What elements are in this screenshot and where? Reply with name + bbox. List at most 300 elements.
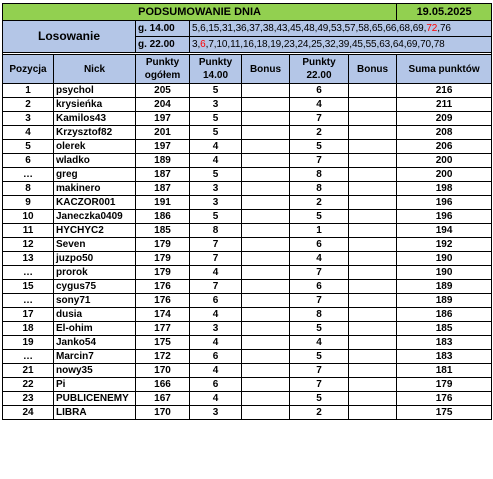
draw-number-separator: , xyxy=(417,39,421,50)
bonus-14-cell xyxy=(242,252,290,266)
points-14-cell: 7 xyxy=(190,280,242,294)
draw-number-separator: , xyxy=(240,39,243,50)
draw-number-separator: , xyxy=(328,23,331,34)
bonus-22-cell xyxy=(349,392,397,406)
bonus-14-cell xyxy=(242,336,290,350)
total-points-cell: 185 xyxy=(136,224,190,238)
table-row xyxy=(3,308,492,322)
draw-number-separator: , xyxy=(376,39,380,50)
nick-cell: juzpo50 xyxy=(54,252,136,266)
total-points-cell: 204 xyxy=(136,98,190,112)
sum-cell: 211 xyxy=(397,98,492,112)
points-22-cell: 2 xyxy=(290,126,349,140)
draw-number-separator: , xyxy=(322,39,325,50)
points-22-cell: 7 xyxy=(290,364,349,378)
points-22-cell: 4 xyxy=(290,252,349,266)
draw-number: 68 xyxy=(399,23,410,34)
position-cell: 24 xyxy=(3,406,54,420)
table-row xyxy=(3,378,492,392)
points-14-cell: 8 xyxy=(190,224,242,238)
total-points-cell: 186 xyxy=(136,210,190,224)
sum-cell: 175 xyxy=(397,406,492,420)
draw-number-separator: , xyxy=(369,23,372,34)
points-22-cell: 4 xyxy=(290,336,349,350)
table-row xyxy=(3,336,492,350)
points-22-cell: 5 xyxy=(290,140,349,154)
bonus-22-cell xyxy=(349,266,397,280)
bonus-22-cell xyxy=(349,308,397,322)
draw-number: 64 xyxy=(392,39,404,50)
position-cell: 17 xyxy=(3,308,54,322)
draw-number: 18 xyxy=(256,39,268,50)
bonus-22-cell xyxy=(349,154,397,168)
total-points-cell: 166 xyxy=(136,378,190,392)
points-14-cell: 4 xyxy=(190,336,242,350)
draw-number-separator: , xyxy=(213,39,217,50)
draw-numbers xyxy=(190,21,492,37)
draw-number-separator: , xyxy=(335,39,339,50)
draw-number-separator: , xyxy=(423,23,427,34)
draw-number: 45 xyxy=(290,23,301,34)
points-22-cell: 4 xyxy=(290,98,349,112)
sum-cell: 185 xyxy=(397,322,492,336)
total-points-cell: 170 xyxy=(136,364,190,378)
bonus-22-cell xyxy=(349,224,397,238)
draw-number: 63 xyxy=(379,39,391,50)
nick-cell: Krzysztof82 xyxy=(54,126,136,140)
draw-number: 16 xyxy=(242,39,254,50)
col-header-points-22: Punkty 22.00 xyxy=(290,55,349,84)
draw-number: 15 xyxy=(208,23,220,34)
points-14-cell: 5 xyxy=(190,126,242,140)
sum-cell: 190 xyxy=(397,252,492,266)
points-22-cell: 7 xyxy=(290,112,349,126)
table-row xyxy=(3,392,492,406)
sum-cell: 179 xyxy=(397,378,492,392)
table-row xyxy=(3,322,492,336)
draw-number: 10 xyxy=(216,39,228,50)
total-points-cell: 179 xyxy=(136,238,190,252)
bonus-22-cell xyxy=(349,210,397,224)
bonus-14-cell xyxy=(242,168,290,182)
nick-cell: psychol xyxy=(54,84,136,98)
bonus-22-cell xyxy=(349,98,397,112)
position-cell: 13 xyxy=(3,252,54,266)
draw-number-separator: , xyxy=(253,39,257,50)
sum-cell: 176 xyxy=(397,392,492,406)
points-14-cell: 5 xyxy=(190,210,242,224)
position-cell: 4 xyxy=(3,126,54,140)
bonus-22-cell xyxy=(349,84,397,98)
draw-number-separator: , xyxy=(273,23,277,34)
bonus-22-cell xyxy=(349,336,397,350)
bonus-14-cell xyxy=(242,126,290,140)
bonus-14-cell xyxy=(242,210,290,224)
points-14-cell: 5 xyxy=(190,84,242,98)
draw-number-separator: , xyxy=(362,39,366,50)
column-header-row xyxy=(3,55,492,84)
table-row xyxy=(3,364,492,378)
bonus-22-cell xyxy=(349,252,397,266)
points-14-cell: 6 xyxy=(190,378,242,392)
table-row xyxy=(3,112,492,126)
nick-cell: greg xyxy=(54,168,136,182)
points-22-cell: 5 xyxy=(290,392,349,406)
draw-number: 11 xyxy=(230,39,241,50)
draw-number: 49 xyxy=(317,23,329,34)
bonus-22-cell xyxy=(349,182,397,196)
draw-number-separator: , xyxy=(355,23,359,34)
table-row xyxy=(3,182,492,196)
nick-cell: Pi xyxy=(54,378,136,392)
position-cell: 22 xyxy=(3,378,54,392)
total-points-cell: 167 xyxy=(136,392,190,406)
bonus-22-cell xyxy=(349,238,397,252)
position-cell: 5 xyxy=(3,140,54,154)
draw-number: 5 xyxy=(192,23,198,34)
nick-cell: krysieńka xyxy=(54,98,136,112)
col-header-sum: Suma punktów xyxy=(397,55,492,84)
sum-cell: 186 xyxy=(397,308,492,322)
bonus-14-cell xyxy=(242,350,290,364)
sum-cell: 196 xyxy=(397,196,492,210)
draw-number-separator: , xyxy=(308,39,312,50)
points-14-cell: 7 xyxy=(190,252,242,266)
draw-number-separator: , xyxy=(390,39,393,50)
table-row xyxy=(3,350,492,364)
draw-number: 48 xyxy=(303,23,315,34)
points-22-cell: 2 xyxy=(290,196,349,210)
draw-number-separator: , xyxy=(197,23,201,34)
position-cell: 19 xyxy=(3,336,54,350)
draw-number-separator: , xyxy=(205,39,209,50)
bonus-22-cell xyxy=(349,140,397,154)
bonus-22-cell xyxy=(349,322,397,336)
draw-number-separator: , xyxy=(314,23,318,34)
draw-number-separator: , xyxy=(197,39,201,50)
draw-number-separator: , xyxy=(287,23,291,34)
draw-number: 23 xyxy=(283,39,295,50)
position-cell: 21 xyxy=(3,364,54,378)
draw-number-separator: , xyxy=(396,23,400,34)
points-14-cell: 7 xyxy=(190,238,242,252)
points-14-cell: 3 xyxy=(190,322,242,336)
draw-number: 36 xyxy=(235,23,247,34)
total-points-cell: 189 xyxy=(136,154,190,168)
report-date: 19.05.2025 xyxy=(397,4,492,21)
draw-number: 72 xyxy=(426,23,438,34)
points-14-cell: 4 xyxy=(190,392,242,406)
table-row xyxy=(3,294,492,308)
bonus-22-cell xyxy=(349,350,397,364)
sum-cell: 200 xyxy=(397,154,492,168)
col-header-total: Punkty ogółem xyxy=(136,55,190,84)
sum-cell: 194 xyxy=(397,224,492,238)
losowanie-label: Losowanie xyxy=(3,21,136,53)
table-row xyxy=(3,140,492,154)
draw-number: 66 xyxy=(385,23,397,34)
draw-number: 78 xyxy=(433,39,445,50)
points-14-cell: 3 xyxy=(190,196,242,210)
sum-cell: 200 xyxy=(397,168,492,182)
draw-number-separator: , xyxy=(301,23,304,34)
nick-cell: wladko xyxy=(54,154,136,168)
points-14-cell: 6 xyxy=(190,350,242,364)
table-row xyxy=(3,154,492,168)
points-14-cell: 3 xyxy=(190,182,242,196)
draw-number: 69 xyxy=(412,23,424,34)
position-cell: … xyxy=(3,168,54,182)
points-22-cell: 8 xyxy=(290,308,349,322)
draw-number-separator: , xyxy=(349,39,352,50)
points-22-cell: 5 xyxy=(290,210,349,224)
bonus-22-cell xyxy=(349,406,397,420)
bonus-14-cell xyxy=(242,322,290,336)
total-points-cell: 177 xyxy=(136,322,190,336)
draw-number: 19 xyxy=(270,39,282,50)
sum-cell: 181 xyxy=(397,364,492,378)
sum-cell: 183 xyxy=(397,336,492,350)
draw-row-1 xyxy=(3,21,492,37)
bonus-22-cell xyxy=(349,294,397,308)
nick-cell: makinero xyxy=(54,182,136,196)
points-22-cell: 1 xyxy=(290,224,349,238)
draw-number-separator: , xyxy=(437,23,440,34)
draw-number-separator: , xyxy=(341,23,345,34)
bonus-14-cell xyxy=(242,364,290,378)
total-points-cell: 197 xyxy=(136,140,190,154)
draw-number: 7 xyxy=(208,39,214,50)
points-14-cell: 5 xyxy=(190,112,242,126)
position-cell: 9 xyxy=(3,196,54,210)
sum-cell: 192 xyxy=(397,238,492,252)
sum-cell: 189 xyxy=(397,294,492,308)
nick-cell: cygus75 xyxy=(54,280,136,294)
points-14-cell: 3 xyxy=(190,406,242,420)
position-cell: 3 xyxy=(3,112,54,126)
position-cell: 8 xyxy=(3,182,54,196)
draw-number: 24 xyxy=(297,39,309,50)
points-22-cell: 6 xyxy=(290,238,349,252)
points-22-cell: 7 xyxy=(290,378,349,392)
total-points-cell: 197 xyxy=(136,112,190,126)
page-title: PODSUMOWANIE DNIA xyxy=(3,4,397,21)
bonus-14-cell xyxy=(242,140,290,154)
sum-cell: 198 xyxy=(397,182,492,196)
points-14-cell: 3 xyxy=(190,98,242,112)
points-14-cell: 4 xyxy=(190,364,242,378)
draw-number: 3 xyxy=(192,39,198,50)
total-points-cell: 172 xyxy=(136,350,190,364)
table-row xyxy=(3,266,492,280)
draw-number: 70 xyxy=(420,39,432,50)
total-points-cell: 176 xyxy=(136,294,190,308)
bonus-14-cell xyxy=(242,196,290,210)
bonus-14-cell xyxy=(242,378,290,392)
nick-cell: prorok xyxy=(54,266,136,280)
draw-number: 43 xyxy=(276,23,288,34)
nick-cell: HYCHYC2 xyxy=(54,224,136,238)
draw-time-label: g. 14.00 xyxy=(136,21,190,37)
col-header-points-14: Punkty 14.00 xyxy=(190,55,242,84)
draw-number: 38 xyxy=(262,23,274,34)
points-22-cell: 5 xyxy=(290,350,349,364)
draw-number: 58 xyxy=(358,23,370,34)
total-points-cell: 174 xyxy=(136,308,190,322)
draw-number: 57 xyxy=(344,23,356,34)
points-22-cell: 7 xyxy=(290,154,349,168)
bonus-22-cell xyxy=(349,196,397,210)
summary-table xyxy=(2,3,492,420)
nick-cell: Janko54 xyxy=(54,336,136,350)
draw-number: 25 xyxy=(311,39,323,50)
bonus-14-cell xyxy=(242,84,290,98)
position-cell: … xyxy=(3,294,54,308)
table-row xyxy=(3,224,492,238)
position-cell: 11 xyxy=(3,224,54,238)
nick-cell: dusia xyxy=(54,308,136,322)
points-14-cell: 4 xyxy=(190,266,242,280)
nick-cell: KACZOR001 xyxy=(54,196,136,210)
col-header-bonus-14: Bonus xyxy=(242,55,290,84)
bonus-14-cell xyxy=(242,238,290,252)
table-row xyxy=(3,98,492,112)
col-header-pozycja: Pozycja xyxy=(3,55,54,84)
total-points-cell: 187 xyxy=(136,182,190,196)
bonus-22-cell xyxy=(349,112,397,126)
bonus-14-cell xyxy=(242,266,290,280)
total-points-cell: 201 xyxy=(136,126,190,140)
draw-number-separator: , xyxy=(431,39,434,50)
nick-cell: Janeczka0409 xyxy=(54,210,136,224)
draw-number-separator: , xyxy=(219,23,222,34)
position-cell: … xyxy=(3,266,54,280)
bonus-22-cell xyxy=(349,378,397,392)
total-points-cell: 187 xyxy=(136,168,190,182)
points-14-cell: 4 xyxy=(190,154,242,168)
position-cell: 2 xyxy=(3,98,54,112)
draw-number-separator: , xyxy=(232,23,236,34)
position-cell: 23 xyxy=(3,392,54,406)
bonus-14-cell xyxy=(242,280,290,294)
sum-cell: 206 xyxy=(397,140,492,154)
sum-cell: 216 xyxy=(397,84,492,98)
points-22-cell: 8 xyxy=(290,182,349,196)
nick-cell: sony71 xyxy=(54,294,136,308)
sum-cell: 189 xyxy=(397,280,492,294)
points-22-cell: 7 xyxy=(290,294,349,308)
total-points-cell: 179 xyxy=(136,252,190,266)
draw-number: 53 xyxy=(330,23,342,34)
position-cell: 10 xyxy=(3,210,54,224)
nick-cell: Marcin7 xyxy=(54,350,136,364)
points-14-cell: 6 xyxy=(190,294,242,308)
bonus-14-cell xyxy=(242,98,290,112)
sum-cell: 208 xyxy=(397,126,492,140)
draw-number-separator: , xyxy=(267,39,271,50)
position-cell: 18 xyxy=(3,322,54,336)
draw-number-separator: , xyxy=(260,23,263,34)
nick-cell: LIBRA xyxy=(54,406,136,420)
table-row xyxy=(3,210,492,224)
sum-cell: 183 xyxy=(397,350,492,364)
position-cell: 6 xyxy=(3,154,54,168)
draw-number: 69 xyxy=(406,39,418,50)
draw-number-separator: , xyxy=(294,39,298,50)
bonus-14-cell xyxy=(242,294,290,308)
draw-number: 31 xyxy=(221,23,233,34)
points-22-cell: 6 xyxy=(290,84,349,98)
bonus-14-cell xyxy=(242,112,290,126)
points-22-cell: 5 xyxy=(290,322,349,336)
points-22-cell: 2 xyxy=(290,406,349,420)
draw-number: 39 xyxy=(338,39,350,50)
sum-cell: 209 xyxy=(397,112,492,126)
col-header-bonus-22: Bonus xyxy=(349,55,397,84)
table-row xyxy=(3,84,492,98)
points-22-cell: 6 xyxy=(290,280,349,294)
table-row xyxy=(3,280,492,294)
draw-number: 6 xyxy=(200,23,206,34)
draw-time-label: g. 22.00 xyxy=(136,37,190,53)
draw-number: 37 xyxy=(249,23,261,34)
bonus-22-cell xyxy=(349,364,397,378)
draw-number-separator: , xyxy=(227,39,231,50)
draw-number: 45 xyxy=(351,39,363,50)
total-points-cell: 176 xyxy=(136,280,190,294)
bonus-14-cell xyxy=(242,392,290,406)
table-row xyxy=(3,406,492,420)
title-row xyxy=(3,4,492,21)
position-cell: 15 xyxy=(3,280,54,294)
points-22-cell: 8 xyxy=(290,168,349,182)
draw-numbers xyxy=(190,37,492,53)
bonus-14-cell xyxy=(242,182,290,196)
table-row xyxy=(3,252,492,266)
total-points-cell: 179 xyxy=(136,266,190,280)
draw-number-separator: , xyxy=(281,39,284,50)
nick-cell: olerek xyxy=(54,140,136,154)
position-cell: … xyxy=(3,350,54,364)
bonus-14-cell xyxy=(242,308,290,322)
draw-number: 55 xyxy=(365,39,377,50)
bonus-14-cell xyxy=(242,224,290,238)
bonus-14-cell xyxy=(242,406,290,420)
bonus-22-cell xyxy=(349,280,397,294)
points-14-cell: 5 xyxy=(190,168,242,182)
position-cell: 12 xyxy=(3,238,54,252)
draw-number-separator: , xyxy=(410,23,413,34)
nick-cell: Kamilos43 xyxy=(54,112,136,126)
sum-cell: 190 xyxy=(397,266,492,280)
bonus-14-cell xyxy=(242,154,290,168)
table-row xyxy=(3,168,492,182)
col-header-nick: Nick xyxy=(54,55,136,84)
draw-number: 65 xyxy=(371,23,383,34)
nick-cell: El-ohim xyxy=(54,322,136,336)
draw-number: 6 xyxy=(200,39,206,50)
table-row xyxy=(3,196,492,210)
draw-number-separator: , xyxy=(382,23,386,34)
points-22-cell: 7 xyxy=(290,266,349,280)
draw-number-separator: , xyxy=(246,23,250,34)
nick-cell: PUBLICENEMY xyxy=(54,392,136,406)
total-points-cell: 175 xyxy=(136,336,190,350)
draw-number: 76 xyxy=(439,23,451,34)
table-row xyxy=(3,238,492,252)
draw-number-separator: , xyxy=(403,39,407,50)
draw-number-separator: , xyxy=(205,23,209,34)
